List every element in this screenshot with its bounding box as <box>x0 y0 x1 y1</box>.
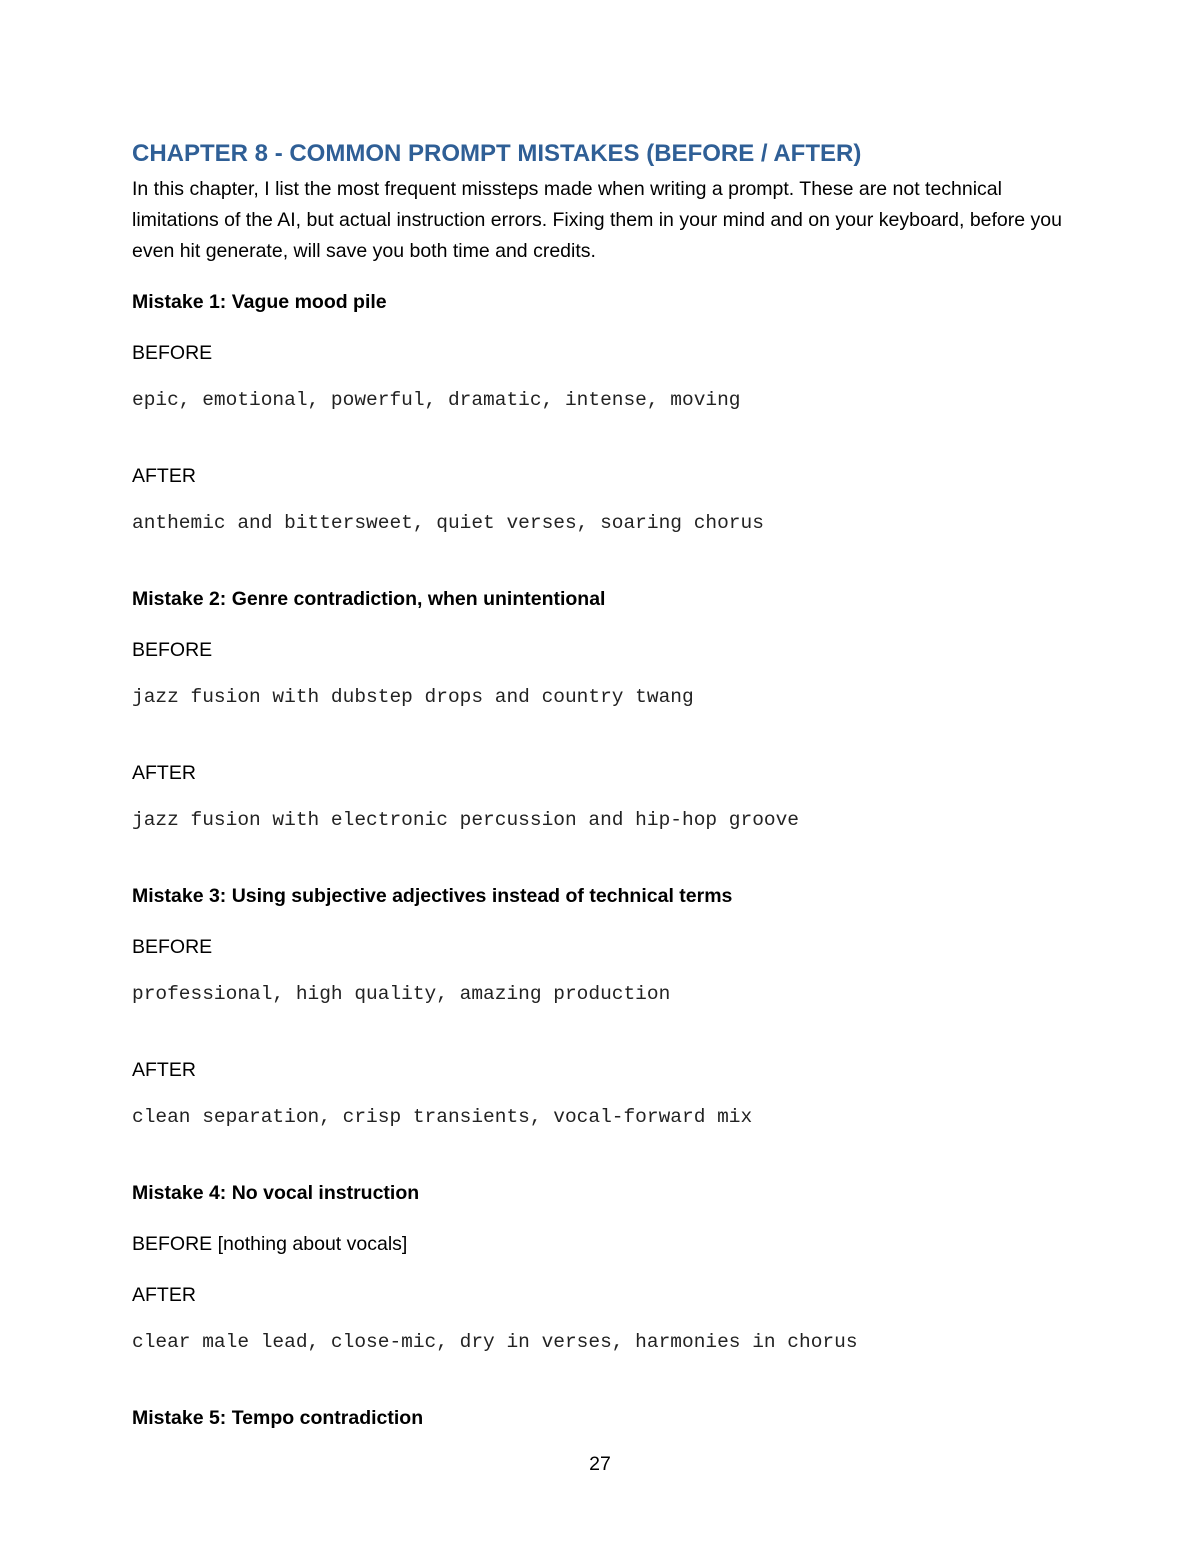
mistake-heading: Mistake 3: Using subjective adjectives instead of technical terms <box>132 885 733 907</box>
before-prompt-code: jazz fusion with dubstep drops and country twang <box>132 686 694 708</box>
after-label: AFTER <box>132 465 196 487</box>
before-label: BEFORE <box>132 342 213 364</box>
after-label: AFTER <box>132 762 196 784</box>
mistake-heading: Mistake 4: No vocal instruction <box>132 1182 420 1204</box>
chapter-title: CHAPTER 8 - COMMON PROMPT MISTAKES (BEFORE / AFTER) <box>132 140 862 167</box>
after-prompt-code: anthemic and bittersweet, quiet verses, soaring chorus <box>132 512 764 534</box>
after-prompt-code: jazz fusion with electronic percussion and hip-hop groove <box>132 809 800 831</box>
chapter-intro: In this chapter, I list the most frequent missteps made when writing a prompt. These are not technical limitations of the AI, but actual instruction errors. Fixing them in your mind and on your keyboard, before you even hit generate, will save you both time and credits. <box>132 178 1062 262</box>
after-label: AFTER <box>132 1284 196 1306</box>
after-prompt-code: clean separation, crisp transients, vocal-forward mix <box>132 1106 753 1128</box>
mistake-heading: Mistake 1: Vague mood pile <box>132 291 387 313</box>
before-prompt-code: professional, high quality, amazing production <box>132 983 671 1005</box>
before-label: BEFORE <box>132 936 213 958</box>
mistake-heading: Mistake 2: Genre contradiction, when unintentional <box>132 588 606 610</box>
before-label: BEFORE [nothing about vocals] <box>132 1233 408 1255</box>
before-prompt-code: epic, emotional, powerful, dramatic, intense, moving <box>132 389 741 411</box>
after-label: AFTER <box>132 1059 196 1081</box>
after-prompt-code: clear male lead, close-mic, dry in verses, harmonies in chorus <box>132 1331 858 1353</box>
page-number: 27 <box>589 1453 611 1475</box>
before-label: BEFORE <box>132 639 213 661</box>
mistake-heading: Mistake 5: Tempo contradiction <box>132 1407 424 1429</box>
